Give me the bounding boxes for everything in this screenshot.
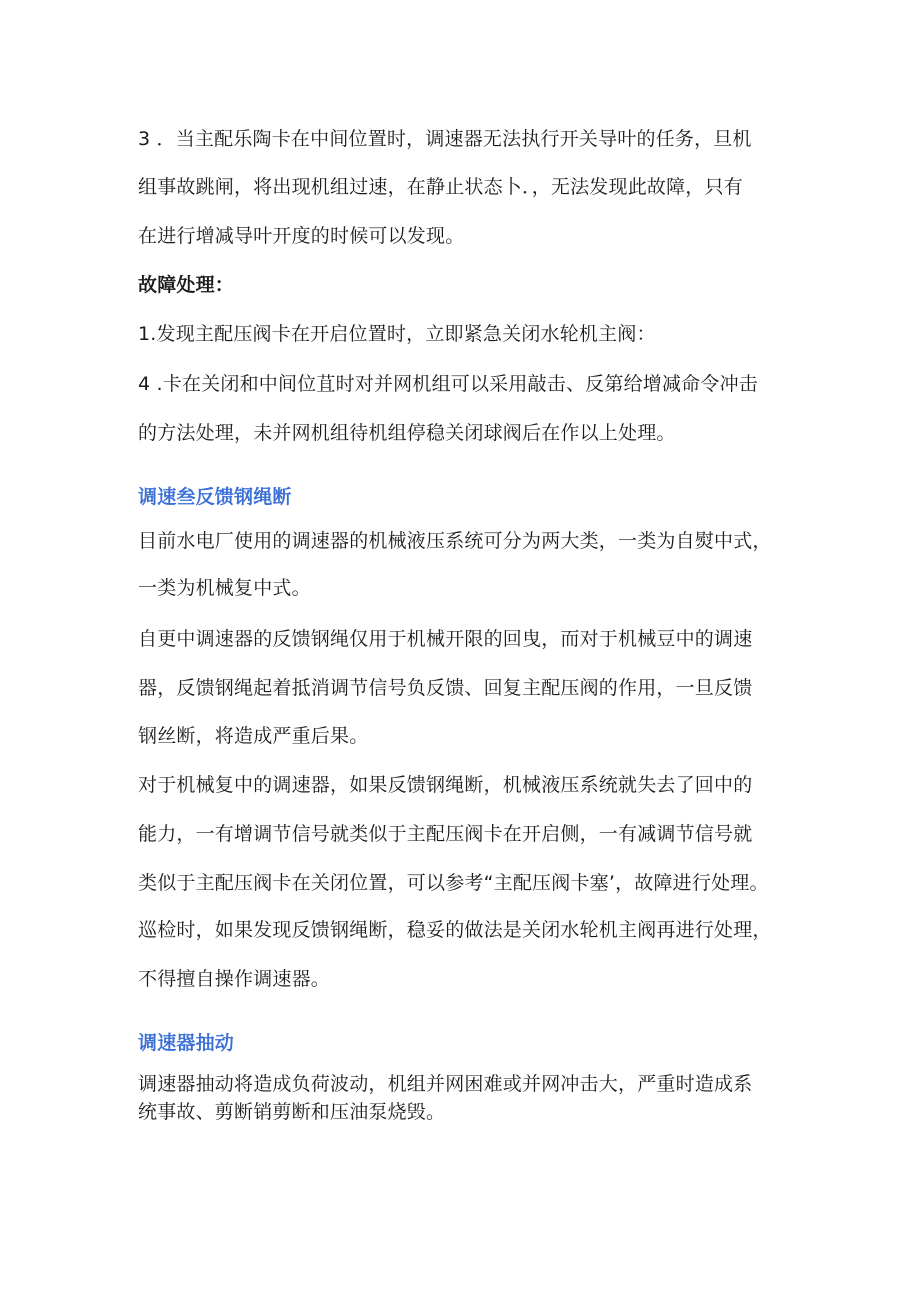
fault-handling-line-3: 的方法处理，未并网机组待机组停稳关闭球阀后在作以上处理。 (138, 422, 676, 444)
feedback-wire-line-7: 能力，一有增调节信号就类似于主配压阀卡在开启侧，一有减调节信号就 (138, 823, 753, 845)
feedback-wire-line-3: 自更中调速器的反馈钢绳仅用于机械开限的回曳，而对于机械豆中的调速 (138, 628, 753, 650)
feedback-wire-line-9: 巡检时，如果发现反馈钢绳断，稳妥的做法是关闭水轮机主阀再进行处理， (138, 919, 772, 941)
feedback-wire-line-5: 钢丝断，将造成严重后果。 (138, 725, 369, 747)
feedback-wire-line-1: 目前水电厂使用的调速器的机械液压系统可分为两大类，一类为自熨中式， (138, 530, 772, 552)
fault-handling-line-1: 1.发现主配压阀卡在开启位置时，立即紧急关闭水轮机主阀： (138, 323, 656, 345)
feedback-wire-line-10: 不得擅自操作调速器。 (138, 968, 331, 990)
fault-handling-heading: 故障处理： (138, 274, 235, 296)
intro-line-2: 组事故跳闸，将出现机组过速，在静止状态卜．，无法发现此故障，只有 (138, 176, 743, 198)
intro-line-3: 在进行增减导叶开度的时候可以发现。 (138, 225, 465, 247)
governor-oscillation-line-1: 调速器抽动将造成负荷波动，机组并网困难或并网冲击大，严重时造成系 (138, 1073, 753, 1095)
fault-handling-line-2: 4 .卡在关闭和中间位苴时对并网机组可以采用敲击、反第给增减命令冲击 (138, 373, 758, 395)
intro-line-1: 3 ．当主配乐陶卡在中间位置时，调速器无法执行开关导叶的任务，旦机 (138, 128, 752, 150)
feedback-wire-heading: 调速叁反馈钢绳断 (138, 486, 292, 508)
feedback-wire-line-4: 器，反馈钢绳起着抵消调节信号负反馈、回复主配压阀的作用，一旦反馈 (138, 677, 753, 699)
feedback-wire-line-6: 对于机械复中的调速器，如果反馈钢绳断，机械液压系统就失去了回中的 (138, 774, 753, 796)
governor-oscillation-heading: 调速器抽动 (138, 1032, 235, 1054)
feedback-wire-line-2: 一类为机械复中式。 (138, 577, 311, 599)
feedback-wire-line-8: 类似于主配压阀卡在关闭位置，可以参考“主配压阀卡塞’，故障进行处理。 (138, 872, 769, 894)
governor-oscillation-line-2: 统事故、剪断销剪断和压油泵烧毁。 (138, 1101, 446, 1123)
